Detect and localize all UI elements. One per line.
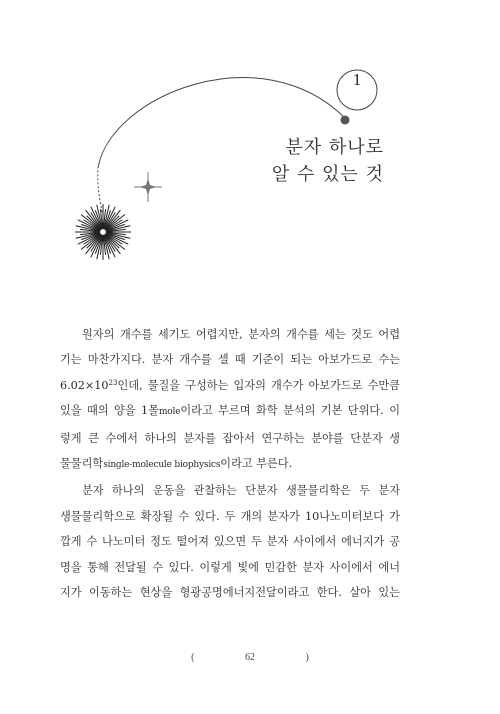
paragraph-1-line-4-text-b: 이라고 부르며 화학 분석의 기본 단위다. 이 bbox=[180, 404, 400, 418]
paragraph-2-line-5: 지가 이동하는 현상을 형광공명에너지전달이라고 한다. 살아 있는 bbox=[60, 586, 400, 600]
exponent: 23 bbox=[108, 378, 118, 387]
paragraph-1-line-6 bbox=[60, 451, 400, 478]
paragraph-2-line-4: 명을 통해 전달될 수 있다. 이렇게 빛에 민감한 분자 사이에서 에너 bbox=[60, 560, 400, 574]
dashed-arc bbox=[98, 168, 102, 212]
paragraph-1-line-2: 기는 마찬가지다. 분자 개수를 셀 때 기준이 되는 아보가드로 수는 bbox=[60, 353, 400, 367]
paragraph-1-line-6-text-a: 물물리학 bbox=[60, 457, 104, 471]
paragraph-2-line-1: 분자 하나의 운동을 관찰하는 단분자 생물물리학은 두 분자 bbox=[82, 484, 400, 498]
chapter-number: 1 bbox=[352, 70, 362, 89]
paragraph-2-line-3: 깝게 수 나노미터 정도 떨어져 있으면 두 분자 사이에서 에너지가 공 bbox=[60, 535, 400, 549]
page-footer bbox=[0, 652, 500, 663]
paragraph-1-line-4 bbox=[60, 398, 400, 425]
paragraph-1-line-3 bbox=[60, 373, 400, 398]
paragraph-1-line-4-text-a: 있을 때의 양을 1몰 bbox=[60, 404, 159, 418]
footer-bracket-left: ( bbox=[191, 652, 195, 663]
starburst-icon bbox=[75, 204, 131, 260]
footer-bracket-right: ) bbox=[305, 652, 309, 663]
paragraph-1-line-6-text-b: 이라고 부른다. bbox=[220, 457, 293, 471]
arc-end-dot bbox=[341, 116, 350, 125]
paragraph-1-line-3-text: 인데, 물질을 구성하는 입자의 개수가 아보가드로 수만큼 bbox=[117, 378, 400, 392]
body-text bbox=[60, 322, 400, 605]
paragraph-1-line-5: 렇게 큰 수에서 하나의 분자를 잡아서 연구하는 분야를 단분자 생 bbox=[60, 431, 400, 445]
chapter-title-line-2: 알 수 있는 것 bbox=[271, 164, 384, 185]
avogadro-number: 6.02×10 bbox=[60, 378, 109, 392]
page-number: 62 bbox=[245, 652, 255, 663]
paragraph-1-line-1: 원자의 개수를 세기도 어렵지만, 분자의 개수를 세는 것도 어렵 bbox=[82, 328, 400, 341]
chapter-title-line-1: 분자 하나로 bbox=[285, 137, 384, 158]
paragraph-2-line-2: 생물물리학으로 확장될 수 있다. 두 개의 분자가 10나노미터보다 가 bbox=[60, 509, 400, 523]
english-term-annotation: single-molecule biophysics bbox=[103, 460, 221, 471]
chapter-title bbox=[124, 134, 384, 188]
mole-annotation: mole bbox=[158, 407, 181, 418]
